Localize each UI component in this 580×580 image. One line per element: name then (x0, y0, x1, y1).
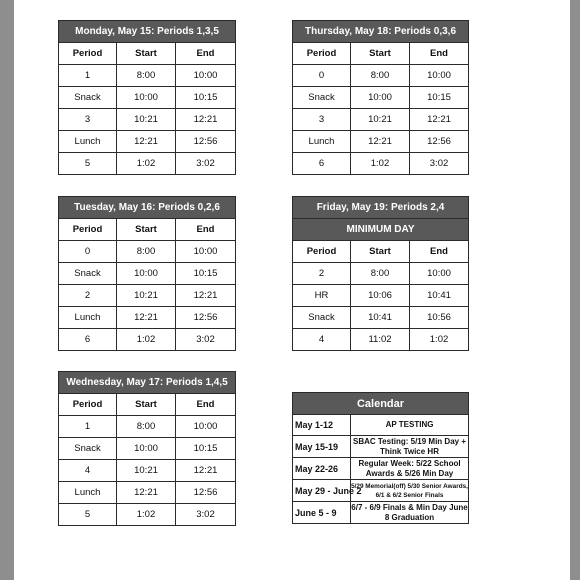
period-header: Period (59, 219, 117, 241)
table-row (293, 109, 469, 131)
schedule-title: Friday, May 19: Periods 2,4 (293, 197, 469, 219)
end-cell: 10:15 (176, 263, 236, 285)
table-row (59, 307, 236, 329)
end-cell: 10:56 (410, 307, 469, 329)
start-cell: 10:06 (351, 285, 410, 307)
period-cell: 2 (293, 263, 351, 285)
calendar-dates: May 22-26 (293, 458, 351, 480)
period-cell: 5 (59, 504, 117, 526)
end-cell: 12:56 (176, 307, 236, 329)
end-header: End (176, 43, 236, 65)
period-cell: Lunch (293, 131, 351, 153)
end-cell: 10:00 (410, 263, 469, 285)
start-cell: 8:00 (117, 65, 176, 87)
end-cell: 3:02 (176, 329, 236, 351)
schedule-title: Tuesday, May 16: Periods 0,2,6 (59, 197, 236, 219)
calendar-dates: May 29 - June 2 (293, 480, 351, 502)
end-cell: 10:00 (176, 241, 236, 263)
calendar-event: SBAC Testing: 5/19 Min Day + Think Twice HR (351, 436, 469, 458)
schedule-tuesday (58, 196, 236, 351)
table-row (59, 438, 236, 460)
end-cell: 10:15 (410, 87, 469, 109)
schedule-wednesday (58, 371, 236, 526)
calendar-dates: June 5 - 9 (293, 502, 351, 524)
end-cell: 3:02 (176, 504, 236, 526)
end-cell: 12:56 (176, 482, 236, 504)
start-cell: 10:00 (117, 263, 176, 285)
start-header: Start (117, 43, 176, 65)
start-cell: 1:02 (117, 504, 176, 526)
start-header: Start (117, 394, 176, 416)
start-cell: 12:21 (351, 131, 410, 153)
table-row (59, 285, 236, 307)
table-row (59, 131, 236, 153)
period-cell: 0 (59, 241, 117, 263)
calendar-title: Calendar (293, 393, 469, 415)
period-cell: Lunch (59, 482, 117, 504)
schedule-monday (58, 20, 236, 175)
table-row (293, 153, 469, 175)
start-cell: 1:02 (117, 329, 176, 351)
end-header: End (410, 241, 469, 263)
end-cell: 12:56 (410, 131, 469, 153)
period-header: Period (293, 241, 351, 263)
period-cell: 4 (59, 460, 117, 482)
period-cell: Lunch (59, 131, 117, 153)
schedule-thursday (292, 20, 469, 175)
start-cell: 12:21 (117, 131, 176, 153)
start-cell: 11:02 (351, 329, 410, 351)
end-cell: 12:56 (176, 131, 236, 153)
end-cell: 12:21 (176, 460, 236, 482)
end-cell: 10:41 (410, 285, 469, 307)
calendar-row (293, 415, 469, 436)
period-cell: Snack (59, 438, 117, 460)
minimum-day-banner: MINIMUM DAY (293, 219, 469, 241)
period-cell: 6 (59, 329, 117, 351)
table-row (293, 285, 469, 307)
period-cell: 3 (59, 109, 117, 131)
start-cell: 10:21 (117, 285, 176, 307)
table-row (59, 241, 236, 263)
period-cell: Snack (293, 307, 351, 329)
period-cell: Lunch (59, 307, 117, 329)
calendar-event: 6/7 - 6/9 Finals & Min Day June 8 Graduation (351, 502, 468, 522)
end-cell: 3:02 (176, 153, 236, 175)
table-row (59, 504, 236, 526)
schedule-friday (292, 196, 469, 351)
period-header: Period (59, 394, 117, 416)
start-cell: 8:00 (117, 416, 176, 438)
start-cell: 10:21 (351, 109, 410, 131)
start-cell: 1:02 (117, 153, 176, 175)
period-cell: HR (293, 285, 351, 307)
table-row (293, 87, 469, 109)
period-cell: 1 (59, 65, 117, 87)
calendar-event: AP TESTING (351, 415, 469, 436)
start-cell: 10:21 (117, 109, 176, 131)
start-cell: 8:00 (351, 65, 410, 87)
end-cell: 10:00 (176, 416, 236, 438)
table-row (59, 460, 236, 482)
period-cell: 6 (293, 153, 351, 175)
start-cell: 8:00 (351, 263, 410, 285)
end-cell: 12:21 (176, 285, 236, 307)
table-row (59, 329, 236, 351)
start-header: Start (117, 219, 176, 241)
table-row (59, 263, 236, 285)
start-cell: 10:21 (117, 460, 176, 482)
calendar-event: 5/29 Memorial(off) 5/30 Senior Awards, 6/1 & 6/2 Senior Finals (351, 480, 469, 502)
end-cell: 12:21 (176, 109, 236, 131)
table-row (59, 65, 236, 87)
table-row (293, 329, 469, 351)
calendar-event: Regular Week: 5/22 School Awards & 5/26 Min Day (351, 458, 469, 480)
table-row (59, 153, 236, 175)
end-cell: 3:02 (410, 153, 469, 175)
start-cell: 10:41 (351, 307, 410, 329)
end-cell: 1:02 (410, 329, 469, 351)
table-row (59, 109, 236, 131)
table-row (293, 263, 469, 285)
start-cell: 10:00 (351, 87, 410, 109)
start-cell: 8:00 (117, 241, 176, 263)
schedule-title: Wednesday, May 17: Periods 1,4,5 (59, 372, 236, 394)
period-cell: 5 (59, 153, 117, 175)
period-cell: 4 (293, 329, 351, 351)
start-cell: 10:00 (117, 87, 176, 109)
calendar-row (293, 502, 469, 524)
end-header: End (410, 43, 469, 65)
end-header: End (176, 394, 236, 416)
table-row (59, 87, 236, 109)
period-header: Period (59, 43, 117, 65)
end-cell: 10:15 (176, 87, 236, 109)
calendar-row (293, 480, 469, 502)
start-cell: 12:21 (117, 482, 176, 504)
start-cell: 1:02 (351, 153, 410, 175)
period-header: Period (293, 43, 351, 65)
schedule-page (14, 0, 570, 580)
start-header: Start (351, 241, 410, 263)
end-cell: 12:21 (410, 109, 469, 131)
start-cell: 12:21 (117, 307, 176, 329)
period-cell: 0 (293, 65, 351, 87)
period-cell: 3 (293, 109, 351, 131)
table-row (293, 131, 469, 153)
end-cell: 10:00 (176, 65, 236, 87)
schedule-title: Monday, May 15: Periods 1,3,5 (59, 21, 236, 43)
table-row (293, 307, 469, 329)
table-row (59, 416, 236, 438)
period-cell: 1 (59, 416, 117, 438)
calendar-row (293, 436, 469, 458)
end-cell: 10:00 (410, 65, 469, 87)
period-cell: Snack (59, 263, 117, 285)
calendar-table (292, 392, 469, 524)
start-header: Start (351, 43, 410, 65)
period-cell: Snack (59, 87, 117, 109)
calendar-dates: May 15-19 (293, 436, 351, 458)
end-cell: 10:15 (176, 438, 236, 460)
period-cell: 2 (59, 285, 117, 307)
table-row (59, 482, 236, 504)
period-cell: Snack (293, 87, 351, 109)
calendar-dates: May 1-12 (293, 415, 351, 436)
calendar-row (293, 458, 469, 480)
schedule-title: Thursday, May 18: Periods 0,3,6 (293, 21, 469, 43)
end-header: End (176, 219, 236, 241)
table-row (293, 65, 469, 87)
start-cell: 10:00 (117, 438, 176, 460)
